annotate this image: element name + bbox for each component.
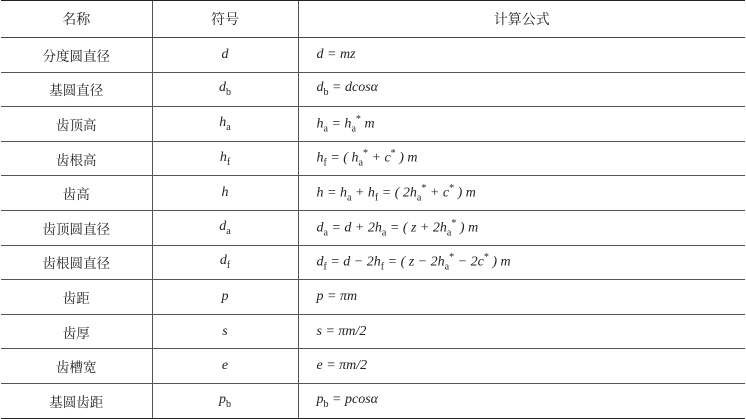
row-symbol: $h_a$ [152, 107, 298, 142]
row-symbol: h [152, 176, 298, 211]
table-row [1, 72, 745, 107]
row-formula: $h_f$ = ( $h_a^* + c^*$ ) m [298, 141, 745, 176]
header-formula: 计算公式 [298, 1, 745, 38]
row-symbol: $p_b$ [152, 383, 298, 418]
table-row [1, 107, 745, 142]
row-name: 齿根圆直径 [1, 245, 152, 280]
gear-formula-table [1, 0, 745, 419]
row-name: 齿槽宽 [1, 349, 152, 384]
row-formula: s = πm/2 [298, 314, 745, 349]
row-name: 基圆齿距 [1, 383, 152, 418]
row-formula: $d_f = d - 2h_f$ = ( $z - 2h_a^* - 2c^*$ ) m [298, 245, 745, 280]
table-row [1, 210, 745, 245]
row-symbol: $d_b$ [152, 72, 298, 107]
row-formula: e = πm/2 [298, 349, 745, 384]
table-row [1, 383, 745, 418]
row-formula: $p_b = pcos\alpha$ [298, 383, 745, 418]
row-formula: $d_b = dcos\alpha$ [298, 72, 745, 107]
row-symbol: s [152, 314, 298, 349]
table-row [1, 314, 745, 349]
row-name: 齿顶高 [1, 107, 152, 142]
row-name: 齿高 [1, 176, 152, 211]
row-name: 齿距 [1, 280, 152, 315]
row-symbol: p [152, 280, 298, 315]
row-name: 分度圆直径 [1, 38, 152, 73]
row-formula: $h_a = h_a^*$ m [298, 107, 745, 142]
row-symbol: $d_f$ [152, 245, 298, 280]
row-formula: $d_a = d + 2h_a$ = ( $z + 2h_a^*$ ) m [298, 210, 745, 245]
table-row [1, 38, 745, 73]
header-name: 名称 [1, 1, 152, 38]
row-symbol: d [152, 38, 298, 73]
table-row [1, 141, 745, 176]
row-name: 齿根高 [1, 141, 152, 176]
row-formula: $h = h_a + h_f$ = ( $2h_a^* + c^*$ ) m [298, 176, 745, 211]
row-name: 齿顶圆直径 [1, 210, 152, 245]
table-row [1, 349, 745, 384]
row-name: 基圆直径 [1, 72, 152, 107]
row-symbol: $h_f$ [152, 141, 298, 176]
table-header-row [1, 1, 745, 38]
table-row [1, 245, 745, 280]
header-symbol: 符号 [152, 1, 298, 38]
table-row [1, 176, 745, 211]
row-formula: d = mz [298, 38, 745, 73]
row-name: 齿厚 [1, 314, 152, 349]
row-symbol: e [152, 349, 298, 384]
row-formula: p = πm [298, 280, 745, 315]
table-row [1, 280, 745, 315]
row-symbol: $d_a$ [152, 210, 298, 245]
